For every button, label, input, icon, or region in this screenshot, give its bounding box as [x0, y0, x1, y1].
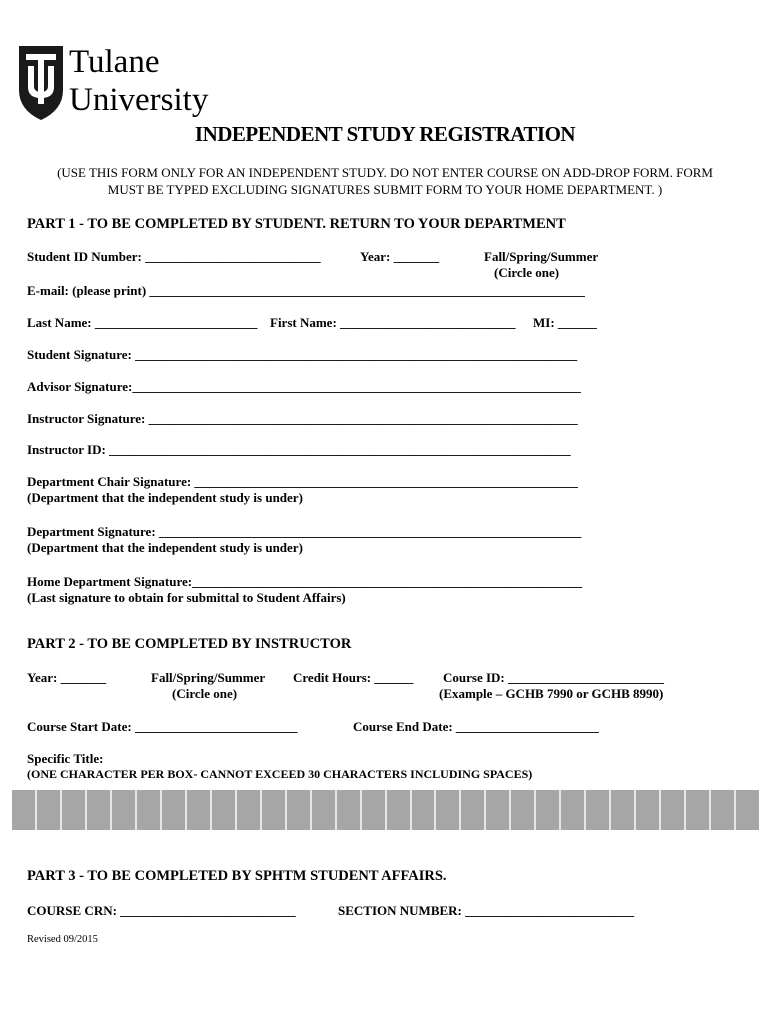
instructions-line1: (USE THIS FORM ONLY FOR AN INDEPENDENT STUDY. DO NOT ENTER COURSE ON ADD-DROP FORM. FORM: [57, 165, 713, 180]
home-dept-note: (Last signature to obtain for submittal to Student Affairs): [27, 590, 346, 605]
instructor-id-field[interactable]: Instructor ID: _______________________________________________________________________: [27, 442, 571, 457]
title-character-box[interactable]: [37, 790, 62, 830]
title-character-box[interactable]: [187, 790, 212, 830]
student-id-field[interactable]: Student ID Number: ___________________________: [27, 249, 321, 264]
instructions-line2: MUST BE TYPED EXCLUDING SIGNATURES SUBMIT FORM TO YOUR HOME DEPARTMENT. ): [107, 182, 663, 197]
title-character-box[interactable]: [312, 790, 337, 830]
title-character-box[interactable]: [12, 790, 37, 830]
student-year-field[interactable]: Year: _______: [360, 249, 440, 264]
logo-text-line2: University: [69, 82, 209, 118]
title-character-box[interactable]: [686, 790, 711, 830]
title-character-box[interactable]: [87, 790, 112, 830]
part2-heading: PART 2 - TO BE COMPLETED BY INSTRUCTOR: [27, 636, 352, 652]
title-character-box[interactable]: [162, 790, 187, 830]
title-character-box[interactable]: [511, 790, 536, 830]
course-start-date-field[interactable]: Course Start Date: _________________________: [27, 719, 298, 734]
logo-text-line1: Tulane: [69, 44, 160, 80]
title-character-box[interactable]: [736, 790, 759, 830]
specific-title-label: Specific Title:: [27, 751, 104, 766]
part1-heading: PART 1 - TO BE COMPLETED BY STUDENT. RETURN TO YOUR DEPARTMENT: [27, 216, 566, 232]
mi-field[interactable]: MI: ______: [533, 315, 597, 330]
instructions: [20, 164, 750, 198]
course-end-date-field[interactable]: Course End Date: ______________________: [353, 719, 599, 734]
section-number-field[interactable]: SECTION NUMBER: __________________________: [338, 903, 635, 918]
course-crn-field[interactable]: COURSE CRN: ___________________________: [27, 903, 296, 918]
title-character-box[interactable]: [611, 790, 636, 830]
revision-date: Revised 09/2015: [27, 934, 98, 945]
home-dept-signature-field[interactable]: Home Department Signature:____________________________________________________________: [27, 574, 583, 589]
title-character-box[interactable]: [212, 790, 237, 830]
title-character-box[interactable]: [112, 790, 137, 830]
title-character-box[interactable]: [337, 790, 362, 830]
title-character-box[interactable]: [711, 790, 736, 830]
part3-heading: PART 3 - TO BE COMPLETED BY SPHTM STUDENT AFFAIRS.: [27, 868, 447, 884]
course-year-field[interactable]: Year: _______: [27, 670, 107, 685]
page-title: INDEPENDENT STUDY REGISTRATION: [194, 122, 576, 146]
title-character-box[interactable]: [412, 790, 437, 830]
dept-chair-signature-field[interactable]: Department Chair Signature: ___________________________________________________________: [27, 474, 578, 489]
instructor-signature-field[interactable]: Instructor Signature: __________________________________________________________________: [27, 411, 578, 426]
first-name-field[interactable]: First Name: ___________________________: [270, 315, 516, 330]
last-name-field[interactable]: Last Name: _________________________: [27, 315, 258, 330]
credit-hours-field[interactable]: Credit Hours: ______: [293, 670, 414, 685]
title-character-box[interactable]: [137, 790, 162, 830]
title-character-box[interactable]: [461, 790, 486, 830]
title-character-box[interactable]: [436, 790, 461, 830]
tulane-logo: [17, 42, 232, 122]
specific-title-note: (ONE CHARACTER PER BOX- CANNOT EXCEED 30 CHARACTERS INCLUDING SPACES): [27, 767, 533, 781]
dept-chair-note: (Department that the independent study is under): [27, 490, 303, 505]
title-character-box[interactable]: [387, 790, 412, 830]
course-id-example: (Example – GCHB 7990 or GCHB 8990): [439, 686, 664, 701]
email-field[interactable]: E-mail: (please print) ___________________________________________________________________: [27, 283, 585, 298]
course-term-note: (Circle one): [172, 686, 238, 701]
student-term-note: (Circle one): [494, 265, 560, 280]
title-character-box[interactable]: [561, 790, 586, 830]
tulane-shield-icon: [17, 42, 232, 122]
title-character-box[interactable]: [287, 790, 312, 830]
advisor-signature-field[interactable]: Advisor Signature:_____________________________________________________________________: [27, 379, 581, 394]
title-character-box[interactable]: [237, 790, 262, 830]
course-id-field[interactable]: Course ID: ________________________: [443, 670, 664, 685]
course-term-field[interactable]: Fall/Spring/Summer: [151, 670, 266, 685]
dept-signature-field[interactable]: Department Signature: _________________________________________________________________: [27, 524, 582, 539]
title-character-box[interactable]: [486, 790, 511, 830]
student-signature-field[interactable]: Student Signature: ____________________________________________________________________: [27, 347, 578, 362]
title-character-box[interactable]: [586, 790, 611, 830]
student-term-field[interactable]: Fall/Spring/Summer: [484, 249, 599, 264]
title-character-box[interactable]: [636, 790, 661, 830]
title-character-box[interactable]: [362, 790, 387, 830]
title-character-box[interactable]: [536, 790, 561, 830]
title-character-box[interactable]: [661, 790, 686, 830]
dept-note: (Department that the independent study is under): [27, 540, 303, 555]
specific-title-character-boxes[interactable]: [12, 790, 759, 830]
title-character-box[interactable]: [262, 790, 287, 830]
title-character-box[interactable]: [62, 790, 87, 830]
